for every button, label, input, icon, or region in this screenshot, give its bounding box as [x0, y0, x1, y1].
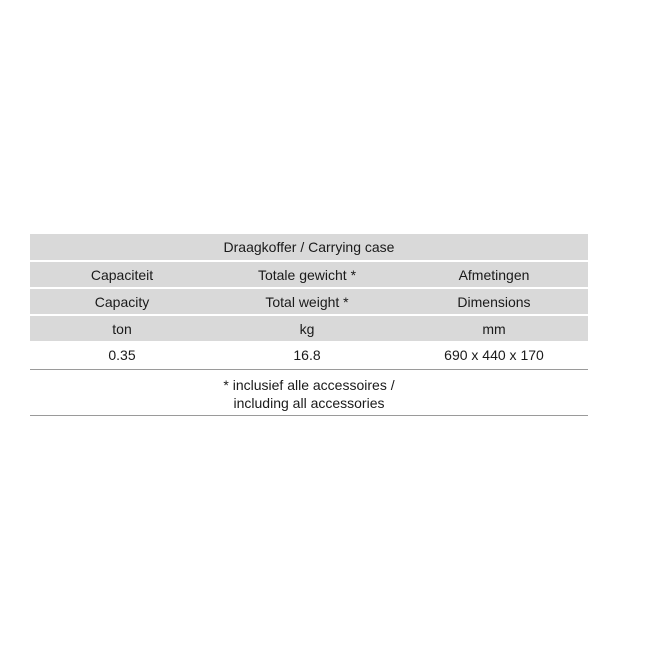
value-capacity: 0.35: [108, 347, 136, 363]
table-footnote: [30, 370, 588, 416]
table-row: [30, 341, 588, 370]
unit-dimensions: mm: [482, 320, 506, 337]
units-row: [30, 316, 588, 341]
value-dimensions: 690 x 440 x 170: [444, 347, 544, 363]
header-row-english: [30, 289, 588, 316]
footnote-line-2: including all accessories: [233, 394, 385, 411]
spec-table: [30, 234, 588, 416]
header-weight-nl: Totale gewicht *: [257, 266, 357, 283]
value-weight: 16.8: [293, 347, 321, 363]
table-title-row: [30, 234, 588, 262]
unit-capacity: ton: [112, 320, 132, 337]
header-capacity-en: Capacity: [94, 293, 150, 310]
table-title: Draagkoffer / Carrying case: [223, 239, 395, 255]
unit-weight: kg: [299, 320, 315, 337]
header-row-dutch: [30, 262, 588, 289]
footnote-line-1: * inclusief alle accessoires /: [223, 376, 395, 393]
header-dimensions-nl: Afmetingen: [458, 266, 530, 283]
header-weight-en: Total weight *: [265, 293, 349, 310]
header-dimensions-en: Dimensions: [457, 293, 531, 310]
header-capacity-nl: Capaciteit: [90, 266, 154, 283]
